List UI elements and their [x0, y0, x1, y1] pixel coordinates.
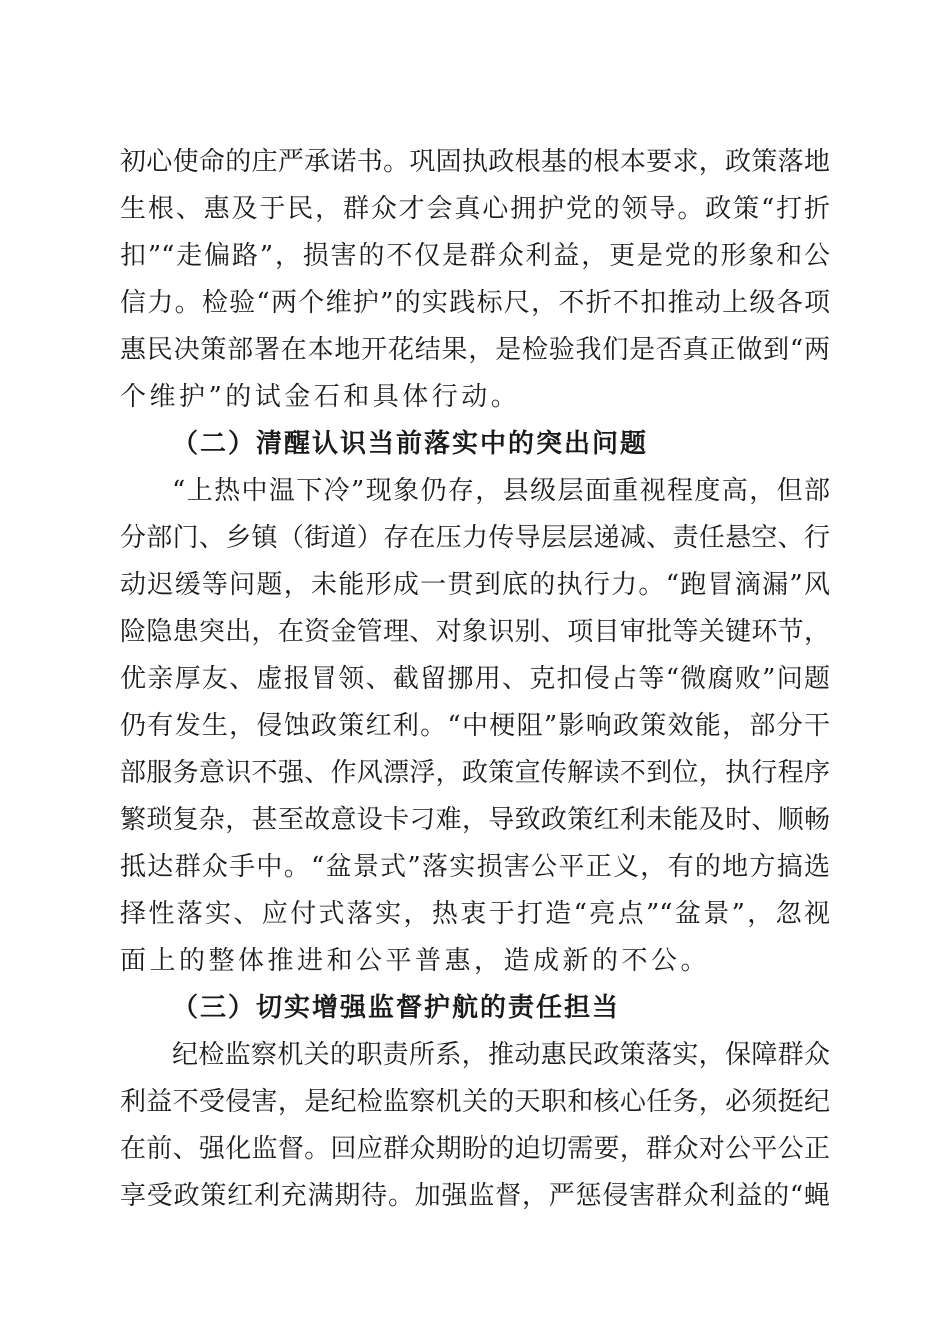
paragraph-line: 择性落实、应付式落实，热衷于打造“亮点”“盆景”，忽视 [120, 899, 830, 929]
paragraph-line: 个维护”的试金石和具体行动。 [120, 382, 521, 412]
paragraph-line: 纪检监察机关的职责所系，推动惠民政策落实，保障群众 [172, 1040, 830, 1070]
paragraph-line: 享受政策红利充满期待。加强监督，严惩侵害群众利益的“蝇 [120, 1181, 830, 1211]
paragraph-line: 优亲厚友、虚报冒领、截留挪用、克扣侵占等“微腐败”问题 [120, 664, 830, 694]
paragraph-line: 信力。检验“两个维护”的实践标尺，不折不扣推动上级各项 [120, 288, 830, 318]
paragraph-line: “上热中温下冷”现象仍存，县级层面重视程度高，但部 [172, 476, 830, 506]
paragraph-line: 险隐患突出，在资金管理、对象识别、项目审批等关键环节， [120, 617, 830, 647]
paragraph-line: 初心使命的庄严承诺书。巩固执政根基的根本要求，政策落地 [120, 147, 830, 177]
section-heading-3: （三）切实增强监督护航的责任担当 [172, 993, 621, 1023]
paragraph-line: 繁琐复杂，甚至故意设卡刁难，导致政策红利未能及时、顺畅 [120, 805, 830, 835]
paragraph-line: 生根、惠及于民，群众才会真心拥护党的领导。政策“打折 [120, 194, 830, 224]
paragraph-line: 扣”“走偏路”，损害的不仅是群众利益，更是党的形象和公 [120, 241, 830, 271]
paragraph-line: 面上的整体推进和公平普惠，造成新的不公。 [120, 946, 711, 976]
paragraph-line: 利益不受侵害，是纪检监察机关的天职和核心任务，必须挺纪 [120, 1087, 830, 1117]
paragraph-line: 分部门、乡镇（街道）存在压力传导层层递减、责任悬空、行 [120, 523, 830, 553]
paragraph-line: 仍有发生，侵蚀政策红利。“中梗阻”影响政策效能，部分干 [120, 711, 830, 741]
section-heading-2: （二）清醒认识当前落实中的突出问题 [172, 429, 649, 459]
paragraph-line: 在前、强化监督。回应群众期盼的迫切需要，群众对公平公正 [120, 1134, 830, 1164]
paragraph-line: 惠民决策部署在本地开花结果，是检验我们是否真正做到“两 [120, 335, 830, 365]
paragraph-line: 动迟缓等问题，未能形成一贯到底的执行力。“跑冒滴漏”风 [120, 570, 830, 600]
paragraph-line: 抵达群众手中。“盆景式”落实损害公平正义，有的地方搞选 [120, 852, 830, 882]
paragraph-line: 部服务意识不强、作风漂浮，政策宣传解读不到位，执行程序 [120, 758, 830, 788]
